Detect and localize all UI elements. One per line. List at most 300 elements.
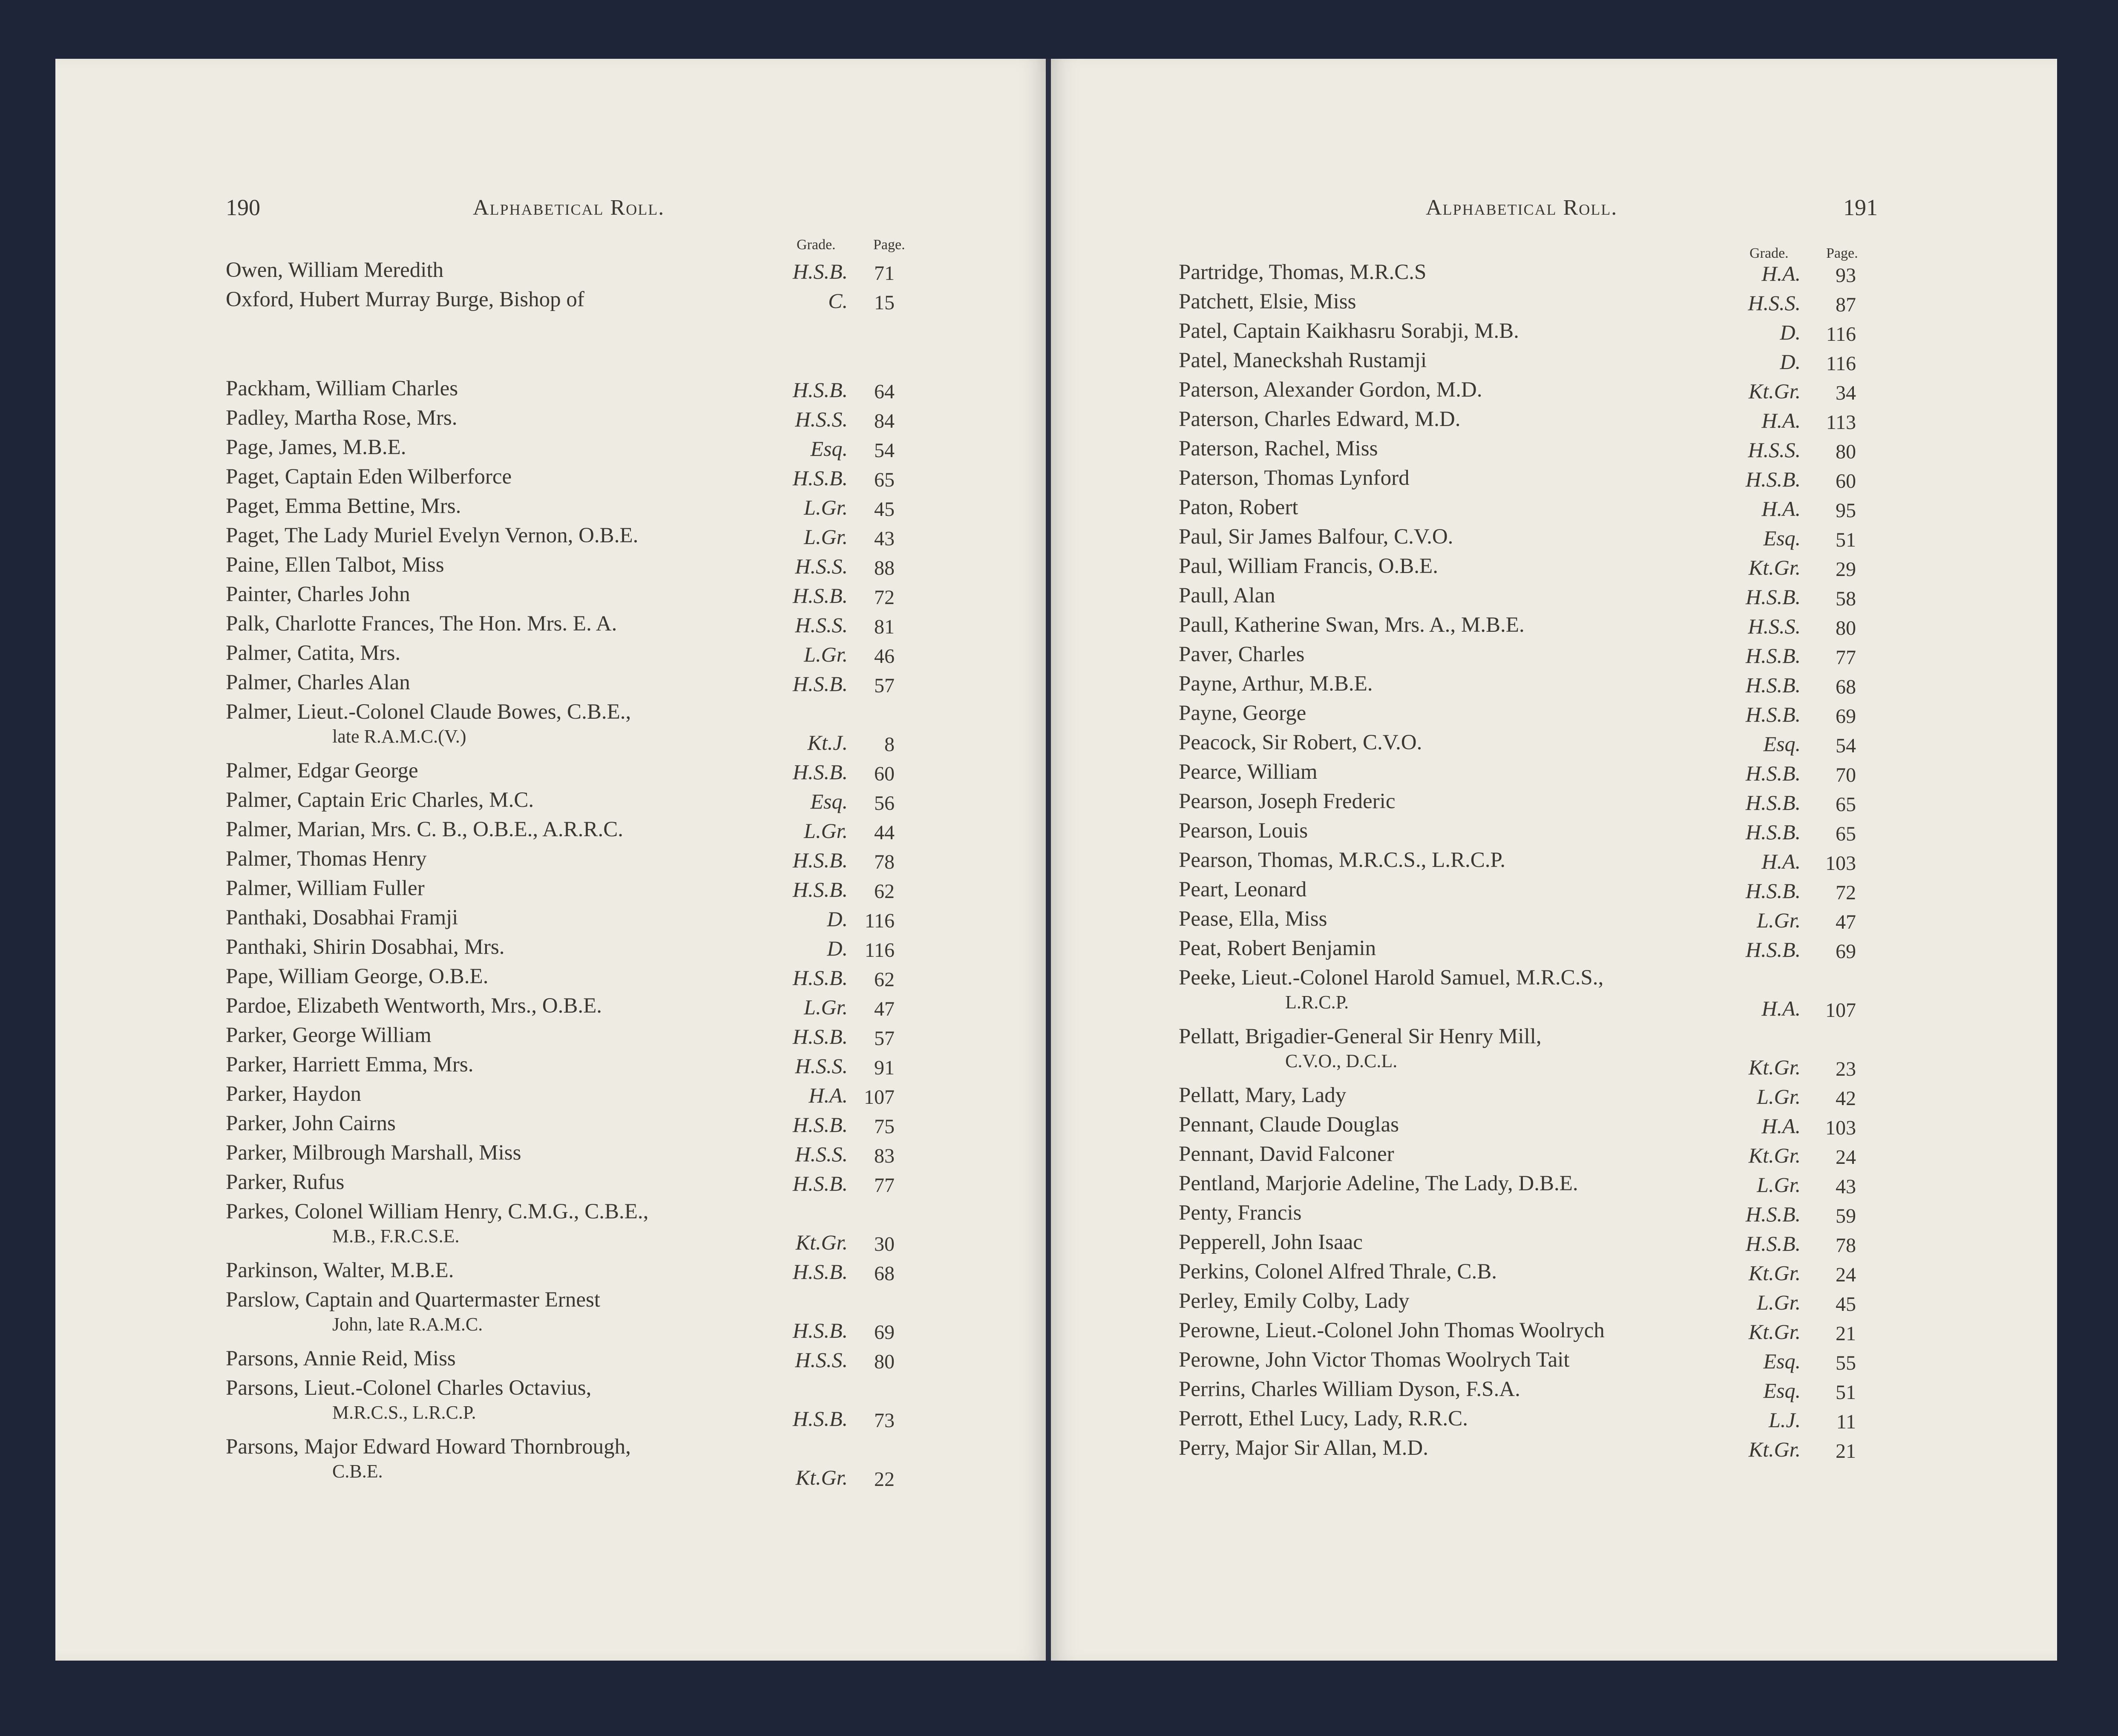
- entry-page: 57: [874, 1027, 895, 1050]
- entry-page: 103: [1825, 852, 1856, 875]
- entry-grade: H.S.B.: [1745, 644, 1801, 668]
- entry-page: 69: [874, 1321, 895, 1344]
- entry-grade: H.S.S.: [795, 1348, 848, 1372]
- entry-grade: Kt.Gr.: [1748, 1143, 1801, 1167]
- entry-grade: Kt.Gr.: [1748, 379, 1801, 403]
- entry-list: [55, 59, 1046, 1661]
- entry-page: 24: [1836, 1264, 1856, 1286]
- roll-entry: [1179, 496, 1298, 518]
- entry-page: 46: [874, 645, 895, 668]
- roll-entry: [226, 877, 425, 899]
- entry-grade: Kt.Gr.: [795, 1465, 848, 1489]
- entry-name: Panthaki, Shirin Dosabhai, Mrs.: [226, 935, 505, 959]
- entry-grade: H.S.S.: [795, 1142, 848, 1166]
- entry-grade: Kt.Gr.: [1748, 1055, 1801, 1079]
- entry-grade: L.Gr.: [804, 642, 848, 666]
- entry-name: Pellatt, Mary, Lady: [1179, 1083, 1347, 1107]
- roll-entry: [1179, 908, 1327, 930]
- entry-page: 57: [874, 674, 895, 697]
- roll-entry: [226, 288, 584, 311]
- entry-page: 116: [1826, 352, 1856, 375]
- roll-entry: [226, 936, 504, 958]
- entry-grade: H.S.B.: [792, 848, 848, 872]
- entry-name: Paull, Katherine Swan, Mrs. A., M.B.E.: [1179, 613, 1525, 637]
- entry-name: Palmer, Marian, Mrs. C. B., O.B.E., A.R.R.C.: [226, 818, 623, 841]
- roll-entry: [226, 671, 410, 694]
- entry-name: Peat, Robert Benjamin: [1179, 936, 1376, 960]
- entry-grade: H.S.S.: [1748, 291, 1801, 315]
- entry-page: 83: [874, 1145, 895, 1167]
- entry-name: Paul, William Francis, O.B.E.: [1179, 554, 1438, 578]
- entry-grade: D.: [827, 907, 848, 931]
- roll-entry: [1179, 1319, 1605, 1342]
- entry-name: Pearson, Joseph Frederic: [1179, 789, 1396, 813]
- entry-grade: H.S.B.: [792, 1319, 848, 1342]
- entry-page: 91: [874, 1057, 895, 1079]
- roll-entry: [226, 436, 406, 458]
- entry-name: Paine, Ellen Talbot, Miss: [226, 553, 444, 577]
- roll-entry: [1179, 555, 1438, 577]
- roll-entry: [1179, 408, 1460, 430]
- right-page: [1051, 59, 2057, 1661]
- entry-name: Paterson, Alexander Gordon, M.D.: [1179, 378, 1482, 402]
- entry-grade: H.S.S.: [1748, 614, 1801, 638]
- entry-name: Palk, Charlotte Frances, The Hon. Mrs. E. A.: [226, 612, 617, 636]
- entry-name: Palmer, Captain Eric Charles, M.C.: [226, 788, 534, 812]
- entry-page: 60: [1836, 470, 1856, 492]
- roll-entry: [226, 613, 617, 635]
- roll-entry: [1179, 1172, 1578, 1195]
- grade-column-header: Grade.: [797, 237, 836, 253]
- roll-entry: [226, 524, 638, 547]
- roll-entry: [226, 1435, 631, 1482]
- entry-name: Pease, Ella, Miss: [1179, 907, 1327, 931]
- entry-name: Pardoe, Elizabeth Wentworth, Mrs., O.B.E.: [226, 994, 602, 1018]
- entry-page: 43: [874, 527, 895, 550]
- entry-name: Palmer, William Fuller: [226, 876, 425, 900]
- entry-page: 43: [1836, 1175, 1856, 1198]
- entry-page: 22: [874, 1468, 895, 1491]
- entry-grade: H.S.B.: [1745, 1232, 1801, 1255]
- entry-page: 69: [1836, 705, 1856, 728]
- entry-name-continuation: M.R.C.S., L.R.C.P.: [332, 1402, 476, 1423]
- page-number: 191: [1843, 195, 1878, 220]
- entry-grade: H.A.: [1761, 409, 1801, 432]
- entry-page: 107: [864, 1086, 895, 1108]
- entry-page: 56: [874, 792, 895, 815]
- entry-page: 11: [1836, 1411, 1856, 1433]
- roll-entry: [226, 1112, 396, 1134]
- entry-page: 64: [874, 380, 895, 403]
- roll-entry: [226, 642, 400, 664]
- entry-name: Peacock, Sir Robert, C.V.O.: [1179, 731, 1422, 754]
- entry-name: Pearson, Thomas, M.R.C.S., L.R.C.P.: [1179, 848, 1505, 872]
- entry-name: Pentland, Marjorie Adeline, The Lady, D.B.E.: [1179, 1172, 1578, 1195]
- entry-name: Parkes, Colonel William Henry, C.M.G., C.B.E.,: [226, 1200, 649, 1224]
- entry-name: Owen, William Meredith: [226, 258, 444, 282]
- grade-column-header: Grade.: [1750, 245, 1789, 261]
- entry-grade: H.S.S.: [795, 554, 848, 578]
- entry-grade: L.Gr.: [804, 995, 848, 1019]
- entry-name: Parker, John Cairns: [226, 1111, 396, 1135]
- entry-page: 45: [1836, 1293, 1856, 1316]
- entry-page: 78: [874, 851, 895, 873]
- entry-name: Parker, Milbrough Marshall, Miss: [226, 1141, 521, 1165]
- entry-grade: H.S.B.: [1745, 820, 1801, 844]
- entry-name: Paget, The Lady Muriel Evelyn Vernon, O.B.E.: [226, 524, 639, 547]
- entry-name-continuation: C.V.O., D.C.L.: [1285, 1051, 1398, 1071]
- entry-grade: H.S.B.: [792, 584, 848, 607]
- entry-page: 87: [1836, 294, 1856, 316]
- page-number: 190: [226, 195, 260, 220]
- entry-page: 81: [874, 616, 895, 638]
- entry-name: Parker, Rufus: [226, 1170, 345, 1194]
- entry-grade: H.S.B.: [792, 1260, 848, 1284]
- entry-grade: Esq.: [1763, 1349, 1801, 1373]
- entry-name: Palmer, Charles Alan: [226, 671, 410, 694]
- entry-page: 15: [874, 291, 895, 314]
- entry-grade: Kt.Gr.: [1748, 1437, 1801, 1461]
- roll-entry: [226, 789, 534, 811]
- page-column-header: Page.: [1826, 245, 1858, 261]
- entry-page: 116: [864, 910, 895, 932]
- entry-name-continuation: C.B.E.: [332, 1461, 383, 1482]
- roll-entry: [1179, 614, 1525, 636]
- entry-page: 65: [874, 469, 895, 491]
- entry-grade: H.S.B.: [1745, 467, 1801, 491]
- entry-page: 34: [1836, 382, 1856, 404]
- entry-grade: H.S.B.: [792, 1025, 848, 1048]
- entry-grade: Kt.J.: [807, 731, 848, 754]
- entry-grade: D.: [827, 936, 848, 960]
- entry-page: 107: [1825, 999, 1856, 1022]
- entry-name: Parkinson, Walter, M.B.E.: [226, 1258, 454, 1282]
- entry-page: 44: [874, 821, 895, 844]
- roll-entry: [226, 995, 602, 1017]
- entry-name: Paterson, Charles Edward, M.D.: [1179, 407, 1461, 431]
- entry-grade: Kt.Gr.: [1748, 556, 1801, 579]
- entry-page: 93: [1836, 264, 1856, 287]
- entry-name: Palmer, Lieut.-Colonel Claude Bowes, C.B.E.,: [226, 700, 631, 724]
- entry-grade: H.S.B.: [792, 878, 848, 901]
- entry-name: Parker, Haydon: [226, 1082, 362, 1106]
- entry-grade: H.S.B.: [792, 1113, 848, 1137]
- entry-page: 60: [874, 763, 895, 785]
- entry-grade: H.S.B.: [1745, 702, 1801, 726]
- roll-entry: [1179, 1290, 1410, 1312]
- entry-name: Pearce, William: [1179, 760, 1318, 784]
- entry-grade: H.S.B.: [792, 966, 848, 990]
- entry-grade: Esq.: [1763, 526, 1801, 550]
- roll-entry: [226, 583, 410, 605]
- roll-entry: [226, 259, 443, 281]
- entry-page: 72: [874, 586, 895, 609]
- entry-grade: H.S.S.: [795, 613, 848, 637]
- roll-entry: [1179, 820, 1308, 842]
- entry-name: Penty, Francis: [1179, 1201, 1302, 1225]
- entry-name: Paget, Captain Eden Wilberforce: [226, 465, 512, 489]
- entry-page: 58: [1836, 587, 1856, 610]
- entry-grade: H.A.: [1761, 849, 1801, 873]
- roll-entry: [226, 1142, 521, 1164]
- entry-grade: L.Gr.: [1757, 1173, 1801, 1197]
- roll-entry: [1179, 1114, 1399, 1136]
- entry-name: Parslow, Captain and Quartermaster Ernest: [226, 1288, 601, 1312]
- entry-page: 68: [1836, 676, 1856, 698]
- entry-name: Packham, William Charles: [226, 377, 458, 400]
- entry-page: 116: [864, 939, 895, 962]
- roll-entry: [226, 466, 512, 488]
- entry-grade: C.: [828, 289, 848, 313]
- entry-name: Perowne, Lieut.-Colonel John Thomas Woolrych: [1179, 1319, 1605, 1342]
- entry-grade: Kt.Gr.: [795, 1230, 848, 1254]
- roll-entry: [226, 1259, 454, 1281]
- entry-name: Pape, William George, O.B.E.: [226, 964, 489, 988]
- entry-list: [1051, 59, 2057, 1661]
- roll-entry: [1179, 438, 1378, 460]
- roll-entry: [226, 760, 418, 782]
- entry-name: Peeke, Lieut.-Colonel Harold Samuel, M.R.C.S.,: [1179, 966, 1604, 990]
- entry-grade: H.S.B.: [792, 259, 848, 283]
- entry-name: Painter, Charles John: [226, 582, 410, 606]
- entry-page: 77: [874, 1174, 895, 1197]
- roll-entry: [1179, 702, 1306, 724]
- entry-name: Pellatt, Brigadier-General Sir Henry Mill,: [1179, 1025, 1542, 1048]
- roll-entry: [226, 1376, 592, 1423]
- roll-entry: [1179, 526, 1453, 548]
- roll-entry: [226, 1024, 432, 1046]
- entry-grade: L.Gr.: [804, 819, 848, 843]
- roll-entry: [226, 554, 444, 576]
- entry-grade: H.S.S.: [1748, 438, 1801, 462]
- roll-entry: [226, 818, 623, 841]
- entry-page: 21: [1836, 1440, 1856, 1463]
- entry-name: Pennant, Claude Douglas: [1179, 1113, 1399, 1137]
- entry-grade: Kt.Gr.: [1748, 1320, 1801, 1344]
- entry-grade: H.A.: [1761, 1114, 1801, 1138]
- entry-page: 24: [1836, 1146, 1856, 1169]
- entry-page: 54: [1836, 734, 1856, 757]
- entry-grade: H.S.B.: [792, 760, 848, 784]
- roll-entry: [226, 1347, 456, 1370]
- entry-grade: H.S.S.: [795, 1054, 848, 1078]
- entry-name: Patel, Captain Kaikhasru Sorabji, M.B.: [1179, 319, 1519, 343]
- entry-name: Perrins, Charles William Dyson, F.S.A.: [1179, 1377, 1520, 1401]
- entry-page: 54: [874, 439, 895, 462]
- roll-entry: [226, 848, 427, 870]
- entry-name: Peart, Leonard: [1179, 878, 1307, 901]
- entry-name: Padley, Martha Rose, Mrs.: [226, 406, 458, 430]
- entry-name: Patchett, Elsie, Miss: [1179, 290, 1356, 314]
- entry-page: 77: [1836, 646, 1856, 669]
- roll-entry: [1179, 849, 1505, 871]
- roll-entry: [226, 407, 457, 429]
- entry-name: Paterson, Thomas Lynford: [1179, 466, 1410, 490]
- entry-page: 116: [1826, 323, 1856, 345]
- entry-grade: D.: [1780, 320, 1801, 344]
- entry-page: 51: [1836, 529, 1856, 551]
- roll-entry: [1179, 1025, 1542, 1071]
- roll-entry: [226, 495, 461, 517]
- entry-page: 45: [874, 498, 895, 521]
- entry-name-continuation: M.B., F.R.C.S.E.: [332, 1226, 460, 1247]
- entry-name: Pennant, David Falconer: [1179, 1142, 1394, 1166]
- roll-entry: [1179, 937, 1376, 959]
- entry-page: 47: [874, 998, 895, 1020]
- roll-entry: [1179, 1349, 1570, 1371]
- entry-name: Parsons, Lieut.-Colonel Charles Octavius,: [226, 1376, 592, 1400]
- roll-entry: [1179, 1084, 1346, 1106]
- entry-name: Oxford, Hubert Murray Burge, Bishop of: [226, 288, 584, 311]
- entry-grade: H.S.B.: [792, 466, 848, 490]
- entry-page: 73: [874, 1409, 895, 1432]
- entry-name: Payne, Arthur, M.B.E.: [1179, 672, 1373, 696]
- entry-grade: H.S.B.: [792, 1172, 848, 1195]
- roll-entry: [1179, 1202, 1302, 1224]
- entry-grade: H.A.: [1761, 497, 1801, 521]
- entry-page: 30: [874, 1233, 895, 1255]
- page-column-header: Page.: [873, 237, 905, 253]
- entry-grade: L.J.: [1769, 1408, 1801, 1432]
- entry-page: 78: [1836, 1234, 1856, 1257]
- roll-entry: [1179, 261, 1426, 283]
- entry-grade: H.S.B.: [1745, 938, 1801, 962]
- roll-entry: [1179, 1437, 1428, 1459]
- entry-grade: L.Gr.: [804, 495, 848, 519]
- roll-entry: [226, 377, 458, 400]
- entry-page: 80: [1836, 440, 1856, 463]
- entry-name: Perley, Emily Colby, Lady: [1179, 1289, 1410, 1313]
- entry-page: 29: [1836, 558, 1856, 581]
- entry-name: Paterson, Rachel, Miss: [1179, 437, 1378, 461]
- entry-page: 8: [884, 733, 895, 756]
- roll-entry: [226, 1083, 361, 1105]
- entry-grade: H.A.: [809, 1083, 848, 1107]
- entry-page: 68: [874, 1262, 895, 1285]
- entry-page: 95: [1836, 499, 1856, 522]
- roll-entry: [226, 965, 488, 987]
- entry-grade: H.S.B.: [1745, 791, 1801, 815]
- entry-page: 72: [1836, 881, 1856, 904]
- roll-entry: [1179, 291, 1356, 313]
- entry-grade: Kt.Gr.: [1748, 1261, 1801, 1285]
- entry-name-continuation: John, late R.A.M.C.: [332, 1314, 483, 1335]
- roll-entry: [1179, 584, 1275, 607]
- entry-name: Parker, George William: [226, 1023, 432, 1047]
- entry-page: 65: [1836, 823, 1856, 845]
- roll-entry: [1179, 643, 1304, 665]
- entry-page: 51: [1836, 1381, 1856, 1404]
- entry-name: Payne, George: [1179, 701, 1306, 725]
- entry-page: 80: [874, 1350, 895, 1373]
- entry-page: 62: [874, 880, 895, 903]
- entry-grade: Esq.: [810, 789, 848, 813]
- entry-grade: H.S.B.: [792, 672, 848, 696]
- roll-entry: [1179, 673, 1373, 695]
- entry-page: 70: [1836, 764, 1856, 786]
- entry-name: Parsons, Major Edward Howard Thornbrough,: [226, 1435, 631, 1459]
- roll-entry: [1179, 379, 1482, 401]
- roll-entry: [226, 1200, 649, 1247]
- entry-page: 59: [1836, 1205, 1856, 1227]
- entry-name-continuation: late R.A.M.C.(V.): [332, 726, 466, 747]
- book-gutter: [1046, 59, 1051, 1661]
- entry-grade: H.S.B.: [792, 1407, 848, 1431]
- entry-page: 71: [874, 262, 895, 285]
- entry-grade: H.S.B.: [1745, 1202, 1801, 1226]
- roll-entry: [226, 700, 631, 747]
- roll-entry: [1179, 761, 1318, 783]
- running-head: Alphabetical Roll.: [1426, 196, 1618, 220]
- entry-page: 80: [1836, 617, 1856, 639]
- roll-entry: [1179, 320, 1519, 342]
- entry-name: Palmer, Catita, Mrs.: [226, 641, 401, 665]
- roll-entry: [1179, 731, 1422, 754]
- roll-entry: [1179, 966, 1604, 1013]
- entry-page: 103: [1825, 1117, 1856, 1139]
- entry-page: 47: [1836, 911, 1856, 933]
- roll-entry: [226, 907, 458, 929]
- entry-name: Panthaki, Dosabhai Framji: [226, 906, 458, 930]
- entry-grade: H.S.S.: [795, 407, 848, 431]
- roll-entry: [1179, 467, 1410, 489]
- entry-page: 65: [1836, 793, 1856, 816]
- entry-page: 23: [1836, 1058, 1856, 1080]
- entry-page: 55: [1836, 1352, 1856, 1374]
- entry-name: Paton, Robert: [1179, 495, 1298, 519]
- entry-name: Partridge, Thomas, M.R.C.S: [1179, 260, 1427, 284]
- entry-grade: H.A.: [1761, 262, 1801, 285]
- entry-grade: D.: [1780, 350, 1801, 374]
- entry-grade: L.Gr.: [804, 525, 848, 549]
- running-head: Alphabetical Roll.: [473, 196, 665, 220]
- entry-page: 42: [1836, 1087, 1856, 1110]
- entry-name: Parker, Harriett Emma, Mrs.: [226, 1053, 474, 1077]
- roll-entry: [1179, 1408, 1468, 1430]
- entry-name: Pearson, Louis: [1179, 819, 1308, 843]
- entry-name: Paver, Charles: [1179, 642, 1305, 666]
- entry-page: 69: [1836, 940, 1856, 963]
- entry-page: 84: [874, 410, 895, 432]
- entry-grade: H.S.B.: [1745, 585, 1801, 609]
- entry-page: 88: [874, 557, 895, 579]
- entry-page: 113: [1826, 411, 1856, 434]
- entry-name: Palmer, Edgar George: [226, 759, 418, 783]
- roll-entry: [1179, 1143, 1394, 1165]
- entry-grade: H.S.B.: [1745, 673, 1801, 697]
- roll-entry: [1179, 1378, 1520, 1400]
- roll-entry: [1179, 878, 1306, 901]
- entry-page: 62: [874, 968, 895, 991]
- entry-grade: H.S.B.: [1745, 761, 1801, 785]
- entry-name: Paget, Emma Bettine, Mrs.: [226, 494, 461, 518]
- roll-entry: [1179, 790, 1395, 812]
- left-page: [55, 59, 1046, 1661]
- entry-grade: L.Gr.: [1757, 1290, 1801, 1314]
- entry-name: Paul, Sir James Balfour, C.V.O.: [1179, 525, 1453, 549]
- entry-page: 21: [1836, 1322, 1856, 1345]
- roll-entry: [1179, 349, 1427, 371]
- entry-name: Perkins, Colonel Alfred Thrale, C.B.: [1179, 1260, 1497, 1284]
- entry-grade: Esq.: [1763, 1379, 1801, 1402]
- roll-entry: [1179, 1231, 1363, 1253]
- entry-name: Perowne, John Victor Thomas Woolrych Tait: [1179, 1348, 1570, 1372]
- entry-name: Palmer, Thomas Henry: [226, 847, 427, 871]
- entry-grade: Esq.: [1763, 732, 1801, 756]
- entry-name: Perry, Major Sir Allan, M.D.: [1179, 1436, 1428, 1460]
- roll-entry: [226, 1171, 344, 1193]
- entry-name: Perrott, Ethel Lucy, Lady, R.R.C.: [1179, 1407, 1468, 1431]
